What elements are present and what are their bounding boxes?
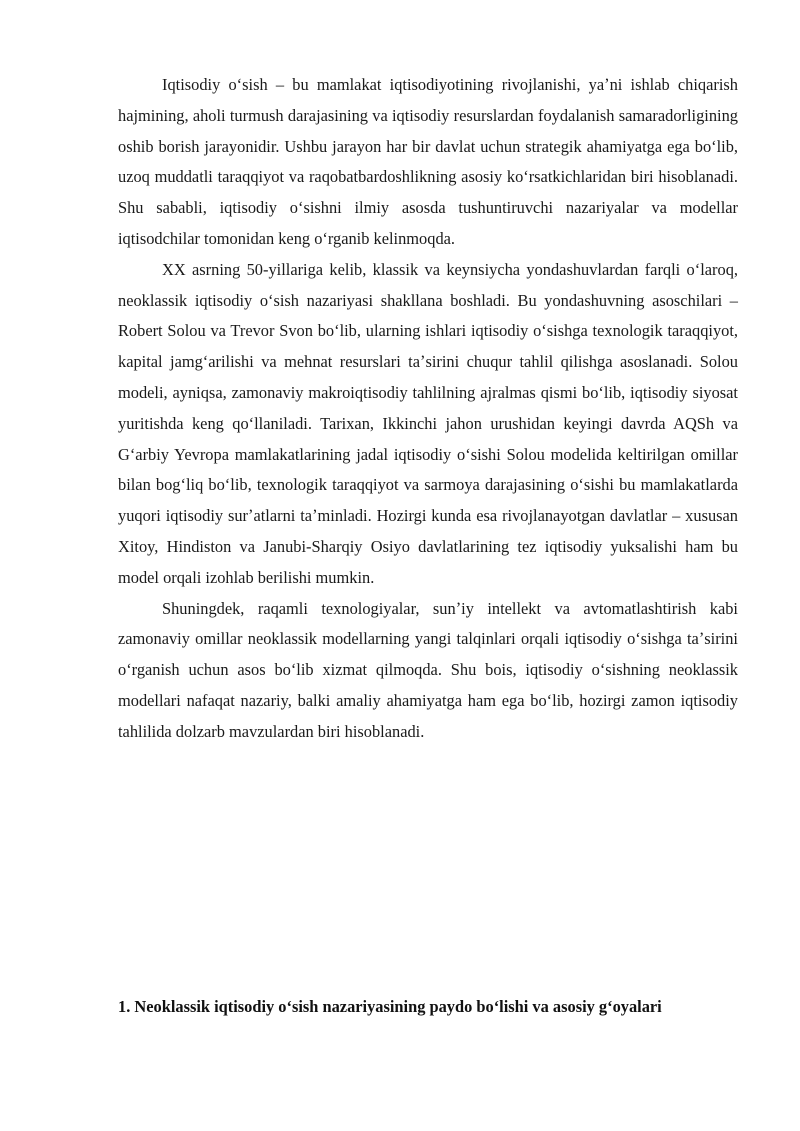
document-body: [118, 70, 738, 748]
section-heading: 1. Neoklassik iqtisodiy oʻsish nazariyasining paydo boʻlishi va asosiy gʻoyalari: [118, 997, 662, 1016]
paragraph-intro: Iqtisodiy oʻsish – bu mamlakat iqtisodiyotining rivojlanishi, yaʼni ishlab chiqarish hajmining, aholi turmush darajasining va iqtisodiy resurslardan foydalanish samaradorligining oshib borish jarayonidir. Ushbu jarayon har bir davlat uchun strategik ahamiyatga ega boʻlib, uzoq muddatli taraqqiyot va raqobatbardoshlikning asosiy koʻrsatkichlaridan biri hisoblanadi. Shu sababli, iqtisodiy oʻsishni ilmiy asosda tushuntiruvchi nazariyalar va modellar iqtisodchilar tomonidan keng oʻrganib kelinmoqda.: [118, 75, 738, 248]
paragraph-neoclassical-history: XX asrning 50-yillariga kelib, klassik va keynsiycha yondashuvlardan farqli oʻlaroq, neoklassik iqtisodiy oʻsish nazariyasi shakllana boshladi. Bu yondashuvning asoschilari – Robert Solou va Trevor Svon boʻlib, ularning ishlari iqtisodiy oʻsishga texnologik taraqqiyot, kapital jamgʻarilishi va mehnat resurslari taʼsirini chuqur tahlil qilishga asoslanadi. Solou modeli, ayniqsa, zamonaviy makroiqtisodiy tahlilning ajralmas qismi boʻlib, iqtisodiy siyosat yuritishda keng qoʻllaniladi. Tarixan, Ikkinchi jahon urushidan keyingi davrda AQSh va Gʻarbiy Yevropa mamlakatlarining jadal iqtisodiy oʻsishi Solou modelida keltirilgan omillar bilan bogʻliq boʻlib, texnologik taraqqiyot va sarmoya darajasining oʻsishi bu mamlakatlarda yuqori iqtisodiy surʼatlarni taʼminladi. Hozirgi kunda esa rivojlanayotgan davlatlar – xususan Xitoy, Hindiston va Janubi-Sharqiy Osiyo davlatlarining tez iqtisodiy yuksalishi ham bu model orqali izohlab berilishi mumkin.: [118, 259, 738, 587]
paragraph-modern-factors: Shuningdek, raqamli texnologiyalar, sunʼiy intellekt va avtomatlashtirish kabi zamonaviy omillar neoklassik modellarning yangi talqinlari orqali iqtisodiy oʻsishga taʼsirini oʻrganish uchun asos boʻlib xizmat qilmoqda. Shu bois, iqtisodiy oʻsishning neoklassik modellari nafaqat nazariy, balki amaliy ahamiyatga ham ega boʻlib, hozirgi zamon iqtisodiy tahlilida dolzarb mavzulardan biri hisoblanadi.: [118, 598, 738, 741]
